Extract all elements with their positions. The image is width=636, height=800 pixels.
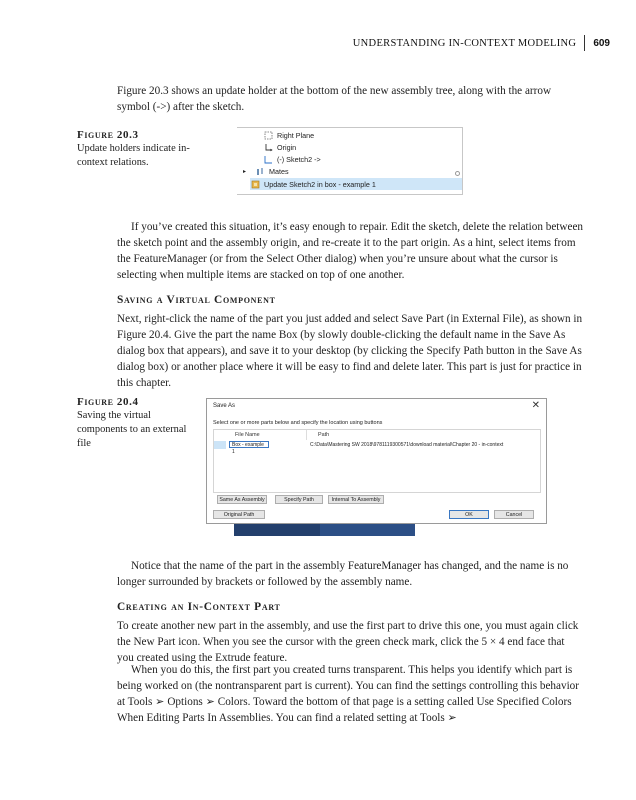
mates-icon: [255, 166, 265, 176]
paragraph-new-part: To create another new part in the assembly, and use the first part to drive this one, you must again click the New Part icon. When you see the cursor with the green check mark, click the 5 × 4 end face that you created using the Extrude feature.: [117, 620, 579, 664]
paragraph-name-changed: Notice that the name of the part in the assembly FeatureManager has changed, and the name is no longer surrounded by brackets or followed by the assembly name.: [117, 560, 569, 588]
specify-path-button[interactable]: Specify Path: [275, 495, 323, 504]
plane-icon: [263, 130, 273, 140]
internal-to-assembly-button[interactable]: Internal To Assembly: [328, 495, 384, 504]
row-selection-marker: [214, 441, 226, 449]
cancel-button[interactable]: Cancel: [494, 510, 534, 519]
tree-item-label: Mates: [269, 166, 289, 176]
tree-item-sketch[interactable]: [263, 153, 321, 165]
expand-arrow-icon[interactable]: ▸: [243, 168, 247, 175]
tree-item-right-plane[interactable]: [263, 129, 314, 141]
tree-item-label: Update Sketch2 in box - example 1: [264, 179, 376, 189]
paragraph-save-part: Next, right-click the name of the part you just added and select Save Part (in External File), as shown in Figure 20.4. Give the part the name Box (by slowly double-clicking the default name in the Save As dialog box that appears), and save it to your desktop (by clicking the Specify Path button in the Save As dialog box) or another place where it will be easy to find and delete later. This part is just for practice in this chapter.: [117, 313, 583, 389]
tree-item-mates[interactable]: [243, 165, 289, 177]
tree-item-origin[interactable]: [263, 141, 296, 153]
figure-20-3-caption: [77, 128, 192, 170]
header-title: UNDERSTANDING IN-CONTEXT MODELING: [352, 37, 577, 49]
file-name-field[interactable]: Box - example 1: [229, 441, 269, 448]
figure-20-4-number: Figure 20.4: [77, 396, 139, 408]
dialog-title: Save As: [213, 403, 236, 409]
header-divider: [584, 35, 585, 51]
paragraph-repair: If you’ve created this situation, it’s easy enough to repair. Edit the sketch, delete the relation between the sketch point and the assembly origin, and re-create it to the part origin. As a hint, select items from the FeatureManager (or from the Select Other dialog) when you’re unsure about what the cursor is selecting when multiple items are stacked on top of one another.: [117, 221, 584, 281]
column-divider: [306, 430, 307, 440]
update-holder-icon: [250, 179, 260, 189]
figure-20-3-number: Figure 20.3: [77, 129, 139, 141]
page-number: 609: [593, 37, 610, 49]
tree-item-update-holder[interactable]: [250, 178, 462, 190]
figure-20-3-caption-text: Update holders indicate in-context relations.: [77, 143, 190, 168]
dialog-instruction: Select one or more parts below and specify the location using buttons: [213, 420, 383, 426]
section-heading-creating-in-context-part: Creating an In-Context Part: [117, 601, 281, 613]
original-path-button[interactable]: Original Path: [213, 510, 265, 519]
tree-item-label: Origin: [277, 142, 297, 152]
figure-20-4-caption: [77, 395, 192, 451]
scroll-marker-icon: [455, 171, 460, 176]
paragraph-transparent: When you do this, the first part you created turns transparent. This helps you identify which part is being worked on (the nontransparent part is current). You can find the settings controlling this behavior at Tools ➢ Options ➢ Colors. Toward the bottom of that page is a setting called Use Specified Colors When Editing Parts In Assemblies. You can find a related setting at Tools ➢: [117, 664, 580, 724]
ok-button[interactable]: OK: [449, 510, 489, 519]
close-icon[interactable]: ✕: [531, 400, 540, 411]
column-header-path[interactable]: Path: [318, 432, 330, 438]
tree-item-label: (-) Sketch2 ->: [277, 154, 321, 164]
table-row[interactable]: [214, 441, 540, 455]
running-header: [353, 36, 610, 50]
save-as-dialog: [206, 398, 547, 524]
background-window-strip-dark: [234, 522, 320, 536]
paragraph-intro: Figure 20.3 shows an update holder at the bottom of the new assembly tree, along with the arrow symbol (->) after the sketch.: [117, 85, 552, 113]
figure-20-4-caption-text: Saving the virtual components to an external file: [77, 410, 187, 449]
path-cell: C:\Data\Mastering SW 2018\9781119300571\download material\Chapter 20 - in-context: [310, 442, 504, 448]
column-header-file-name[interactable]: File Name: [235, 432, 260, 438]
origin-icon: [263, 142, 273, 152]
sketch-icon: [263, 154, 273, 164]
feature-tree-panel: [237, 127, 463, 195]
same-as-assembly-button[interactable]: Same As Assembly: [217, 495, 267, 504]
tree-item-label: Right Plane: [277, 130, 315, 140]
file-list-table: [213, 429, 541, 493]
section-heading-saving-virtual-component: Saving a Virtual Component: [117, 294, 276, 306]
